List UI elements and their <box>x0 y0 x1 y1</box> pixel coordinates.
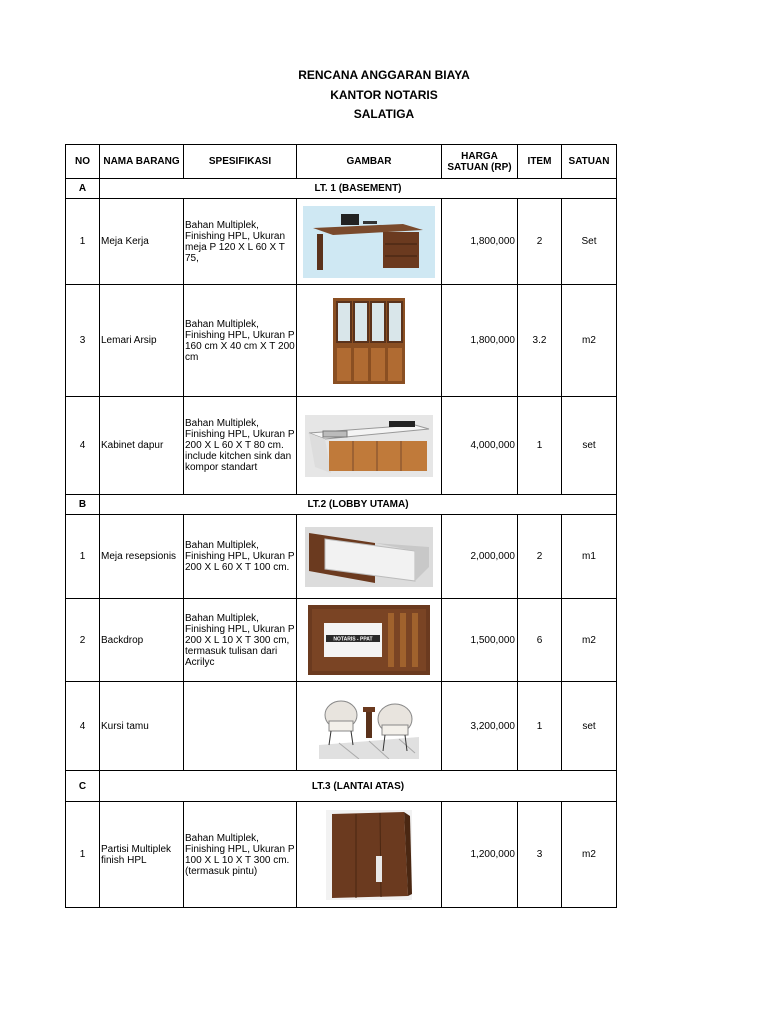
row-no: 4 <box>66 682 100 771</box>
row-unit: m2 <box>562 285 617 397</box>
row-item: 1 <box>518 397 562 495</box>
kitchen-image <box>297 397 442 495</box>
section-code: C <box>66 771 100 802</box>
col-header-name: NAMA BARANG <box>100 145 184 179</box>
row-name: Kursi tamu <box>100 682 184 771</box>
section-title: LT.2 (LOBBY UTAMA) <box>100 495 617 515</box>
row-item: 1 <box>518 682 562 771</box>
chairs-image <box>297 682 442 771</box>
row-unit: m2 <box>562 599 617 682</box>
row-spec: Bahan Multiplek, Finishing HPL, Ukuran P 100 X L 10 X T 300 cm. (termasuk pintu) <box>184 802 297 908</box>
cabinet-image <box>297 285 442 397</box>
row-price: 4,000,000 <box>442 397 518 495</box>
table-row <box>66 682 617 771</box>
backdrop-image <box>297 599 442 682</box>
row-price: 1,200,000 <box>442 802 518 908</box>
row-price: 3,200,000 <box>442 682 518 771</box>
backdrop-sign-text: NOTARIS - PPAT <box>333 636 373 643</box>
row-spec: Bahan Multiplek, Finishing HPL, Ukuran meja P 120 X L 60 X T 75, <box>184 199 297 285</box>
row-name: Meja resepsionis <box>100 515 184 599</box>
row-spec: Bahan Multiplek, Finishing HPL, Ukuran P 200 X L 60 X T 80 cm. include kitchen sink dan kompor standart <box>184 397 297 495</box>
row-unit: m2 <box>562 802 617 908</box>
row-item: 3 <box>518 802 562 908</box>
section-title: LT. 1 (BASEMENT) <box>100 179 617 199</box>
document-location: SALATIGA <box>353 107 415 121</box>
budget-table <box>65 144 617 908</box>
section-row-b <box>66 495 617 515</box>
col-header-item: ITEM <box>518 145 562 179</box>
table-row <box>66 599 617 682</box>
row-no: 1 <box>66 199 100 285</box>
row-spec: Bahan Multiplek, Finishing HPL, Ukuran P 200 X L 60 X T 100 cm. <box>184 515 297 599</box>
row-no: 4 <box>66 397 100 495</box>
row-name: Kabinet dapur <box>100 397 184 495</box>
section-row-a <box>66 179 617 199</box>
row-price: 1,800,000 <box>442 285 518 397</box>
col-header-price: HARGA SATUAN (RP) <box>442 145 518 179</box>
document-subtitle: KANTOR NOTARIS <box>330 88 438 102</box>
row-spec <box>184 682 297 771</box>
row-price: 1,500,000 <box>442 599 518 682</box>
row-name: Lemari Arsip <box>100 285 184 397</box>
row-unit: set <box>562 397 617 495</box>
row-item: 6 <box>518 599 562 682</box>
desk-image <box>297 199 442 285</box>
table-row <box>66 397 617 495</box>
partition-image <box>297 802 442 908</box>
row-no: 1 <box>66 802 100 908</box>
col-header-unit: SATUAN <box>562 145 617 179</box>
row-price: 2,000,000 <box>442 515 518 599</box>
header-row <box>66 145 617 179</box>
row-name: Backdrop <box>100 599 184 682</box>
row-unit: set <box>562 682 617 771</box>
section-title: LT.3 (LANTAI ATAS) <box>100 771 617 802</box>
row-price: 1,800,000 <box>442 199 518 285</box>
col-header-image: GAMBAR <box>297 145 442 179</box>
table-row <box>66 802 617 908</box>
col-header-no: NO <box>66 145 100 179</box>
row-no: 3 <box>66 285 100 397</box>
row-item: 3.2 <box>518 285 562 397</box>
row-item: 2 <box>518 515 562 599</box>
section-code: B <box>66 495 100 515</box>
row-spec: Bahan Multiplek, Finishing HPL, Ukuran P 160 cm X 40 cm X T 200 cm <box>184 285 297 397</box>
section-row-c <box>66 771 617 802</box>
table-row <box>66 515 617 599</box>
reception-image <box>297 515 442 599</box>
row-unit: Set <box>562 199 617 285</box>
document-title: RENCANA ANGGARAN BIAYA <box>298 68 470 82</box>
row-name: Partisi Multiplek finish HPL <box>100 802 184 908</box>
row-item: 2 <box>518 199 562 285</box>
row-no: 1 <box>66 515 100 599</box>
row-spec: Bahan Multiplek, Finishing HPL, Ukuran P 200 X L 10 X T 300 cm, termasuk tulisan dari Acrilyc <box>184 599 297 682</box>
table-row <box>66 199 617 285</box>
row-name: Meja Kerja <box>100 199 184 285</box>
section-code: A <box>66 179 100 199</box>
row-unit: m1 <box>562 515 617 599</box>
row-no: 2 <box>66 599 100 682</box>
table-row <box>66 285 617 397</box>
col-header-spec: SPESIFIKASI <box>184 145 297 179</box>
